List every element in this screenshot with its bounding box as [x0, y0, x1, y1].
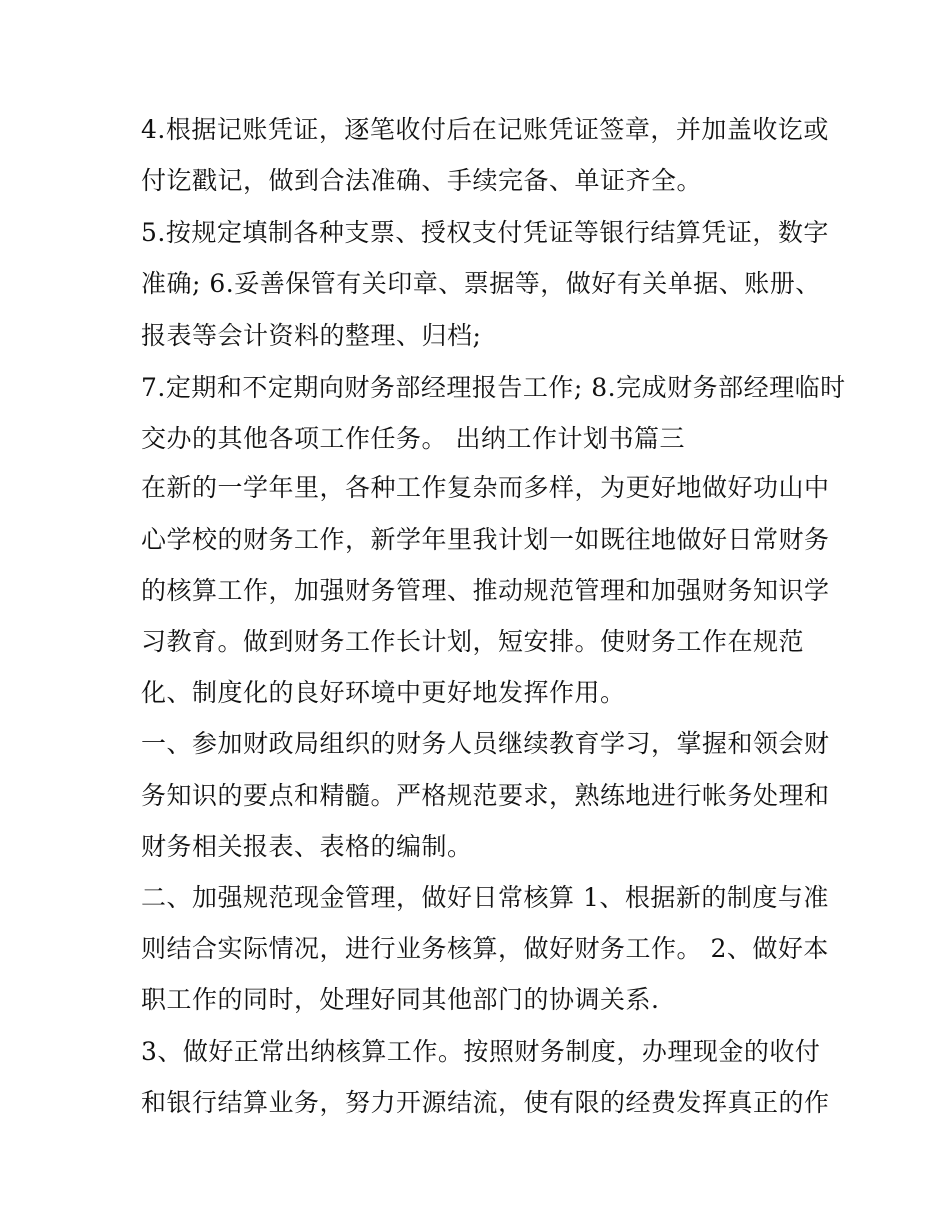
text-line: 报表等会计资料的整理、归档;	[141, 321, 482, 350]
text-line: 化、制度化的良好环境中更好地发挥作用。	[141, 678, 626, 707]
text-line: 准确; 6.妥善保管有关印章、票据等，做好有关单据、账册、	[141, 269, 821, 298]
text-line: 付讫戳记，做到合法准确、手续完备、单证齐全。	[141, 166, 703, 195]
text-line: 3、做好正常出纳核算工作。按照财务制度，办理现金的收付	[141, 1037, 821, 1066]
text-line: 在新的一学年里，各种工作复杂而多样，为更好地做好功山中	[141, 473, 830, 502]
text-line: 习教育。做到财务工作长计划，短安排。使财务工作在规范	[141, 627, 805, 656]
text-line: 的核算工作，加强财务管理、推动规范管理和加强财务知识学	[141, 576, 830, 605]
text-line: 则结合实际情况，进行业务核算，做好财务工作。 2、做好本	[141, 934, 829, 963]
text-line: 交办的其他各项工作任务。 出纳工作计划书篇三	[141, 424, 685, 453]
text-line: 4.根据记账凭证，逐笔收付后在记账凭证签章，并加盖收讫或	[141, 115, 829, 144]
text-line: 财务相关报表、表格的编制。	[141, 832, 473, 861]
text-line: 务知识的要点和精髓。严格规范要求，熟练地进行帐务处理和	[141, 781, 830, 810]
text-line: 7.定期和不定期向财务部经理报告工作; 8.完成财务部经理临时	[141, 373, 846, 402]
text-line: 二、加强规范现金管理，做好日常核算 1、根据新的制度与准	[141, 883, 829, 912]
text-line: 和银行结算业务，努力开源结流，使有限的经费发挥真正的作	[141, 1088, 830, 1117]
text-line: 5.按规定填制各种支票、授权支付凭证等银行结算凭证，数字	[141, 218, 829, 247]
text-line: 职工作的同时，处理好同其他部门的协调关系.	[141, 985, 660, 1014]
text-line: 一、参加财政局组织的财务人员继续教育学习，掌握和领会财	[141, 729, 830, 758]
text-line: 心学校的财务工作，新学年里我计划一如既往地做好日常财务	[141, 525, 830, 554]
